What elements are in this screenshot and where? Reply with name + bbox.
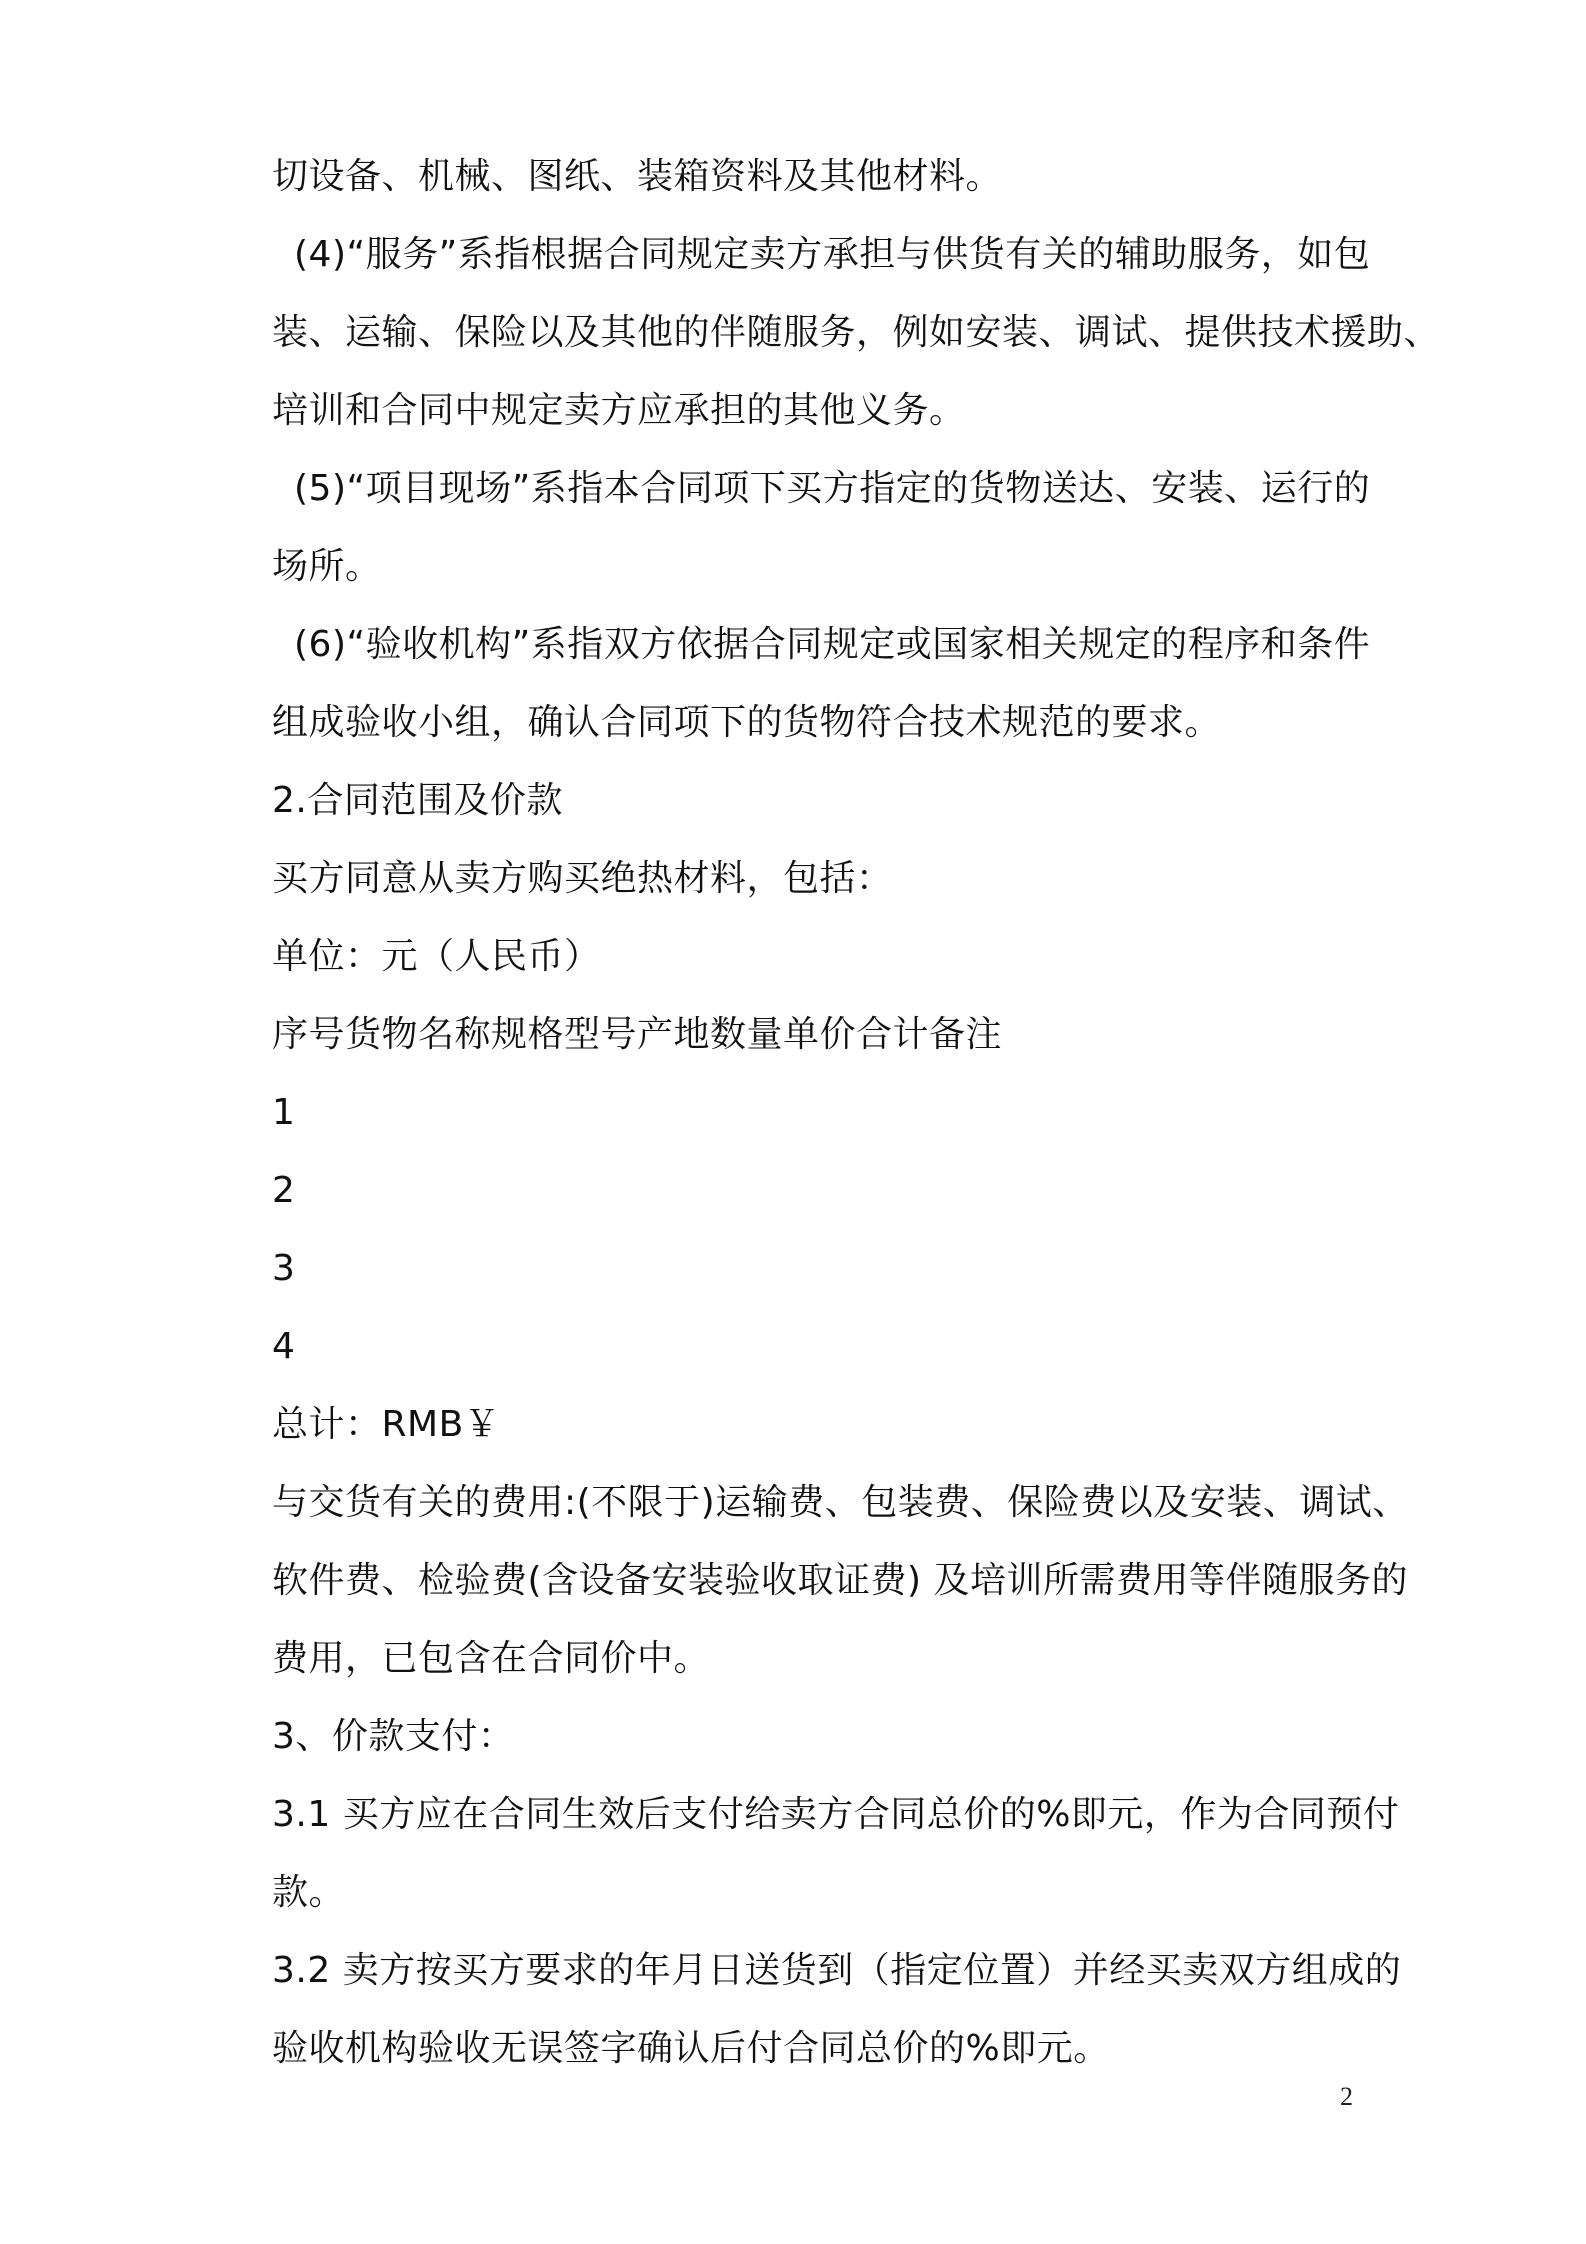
text-line-6: 场所。 (272, 546, 382, 587)
page-number: 2 (1340, 2082, 1353, 2111)
clause-3-1-line-1: 3.1 买方应在合同生效后支付给卖方合同总价的%即元，作为合同预付 (272, 1794, 1400, 1835)
table-row-number-4: 4 (272, 1326, 296, 1367)
total-line: 总计：RMB￥ (272, 1404, 501, 1445)
table-row-number-3: 3 (272, 1248, 296, 1289)
text-line-18: 与交货有关的费用:(不限于)运输费、包装费、保险费以及安装、调试、 (272, 1482, 1409, 1523)
text-line-8: 组成验收小组，确认合同项下的货物符合技术规范的要求。 (272, 702, 1222, 743)
text-line-2: (4)“服务”系指根据合同规定卖方承担与供货有关的辅助服务，如包 (294, 234, 1371, 275)
text-line-1: 切设备、机械、图纸、装箱资料及其他材料。 (272, 156, 1003, 197)
text-line-10: 买方同意从卖方购买绝热材料，包括： (272, 858, 893, 899)
text-line-7: (6)“验收机构”系指双方依据合同规定或国家相关规定的程序和条件 (294, 624, 1371, 665)
text-line-19: 软件费、检验费(含设备安装验收取证费) 及培训所需费用等伴随服务的 (272, 1560, 1409, 1601)
document-body (272, 138, 1441, 2088)
clause-3-2-line-1: 3.2 卖方按买方要求的年月日送货到（指定位置）并经买卖双方组成的 (272, 1950, 1402, 1991)
text-line-3: 装、运输、保险以及其他的伴随服务，例如安装、调试、提供技术援助、 (272, 312, 1441, 353)
clause-3-2-line-2: 验收机构验收无误签字确认后付合同总价的%即元。 (272, 2028, 1110, 2069)
unit-line: 单位：元（人民币） (272, 936, 601, 977)
table-row-number-1: 1 (272, 1092, 296, 1133)
text-line-20: 费用，已包含在合同价中。 (272, 1638, 711, 1679)
text-line-4: 培训和合同中规定卖方应承担的其他义务。 (272, 390, 966, 431)
clause-3-1-line-2: 款。 (272, 1872, 346, 1913)
text-line-5: (5)“项目现场”系指本合同项下买方指定的货物送达、安装、运行的 (294, 468, 1371, 509)
table-header-line: 序号货物名称规格型号产地数量单价合计备注 (272, 1014, 1003, 1055)
section-heading-payment: 3、价款支付： (272, 1716, 515, 1757)
table-row-number-2: 2 (272, 1170, 296, 1211)
section-heading-scope-and-price: 2.合同范围及价款 (272, 780, 563, 821)
